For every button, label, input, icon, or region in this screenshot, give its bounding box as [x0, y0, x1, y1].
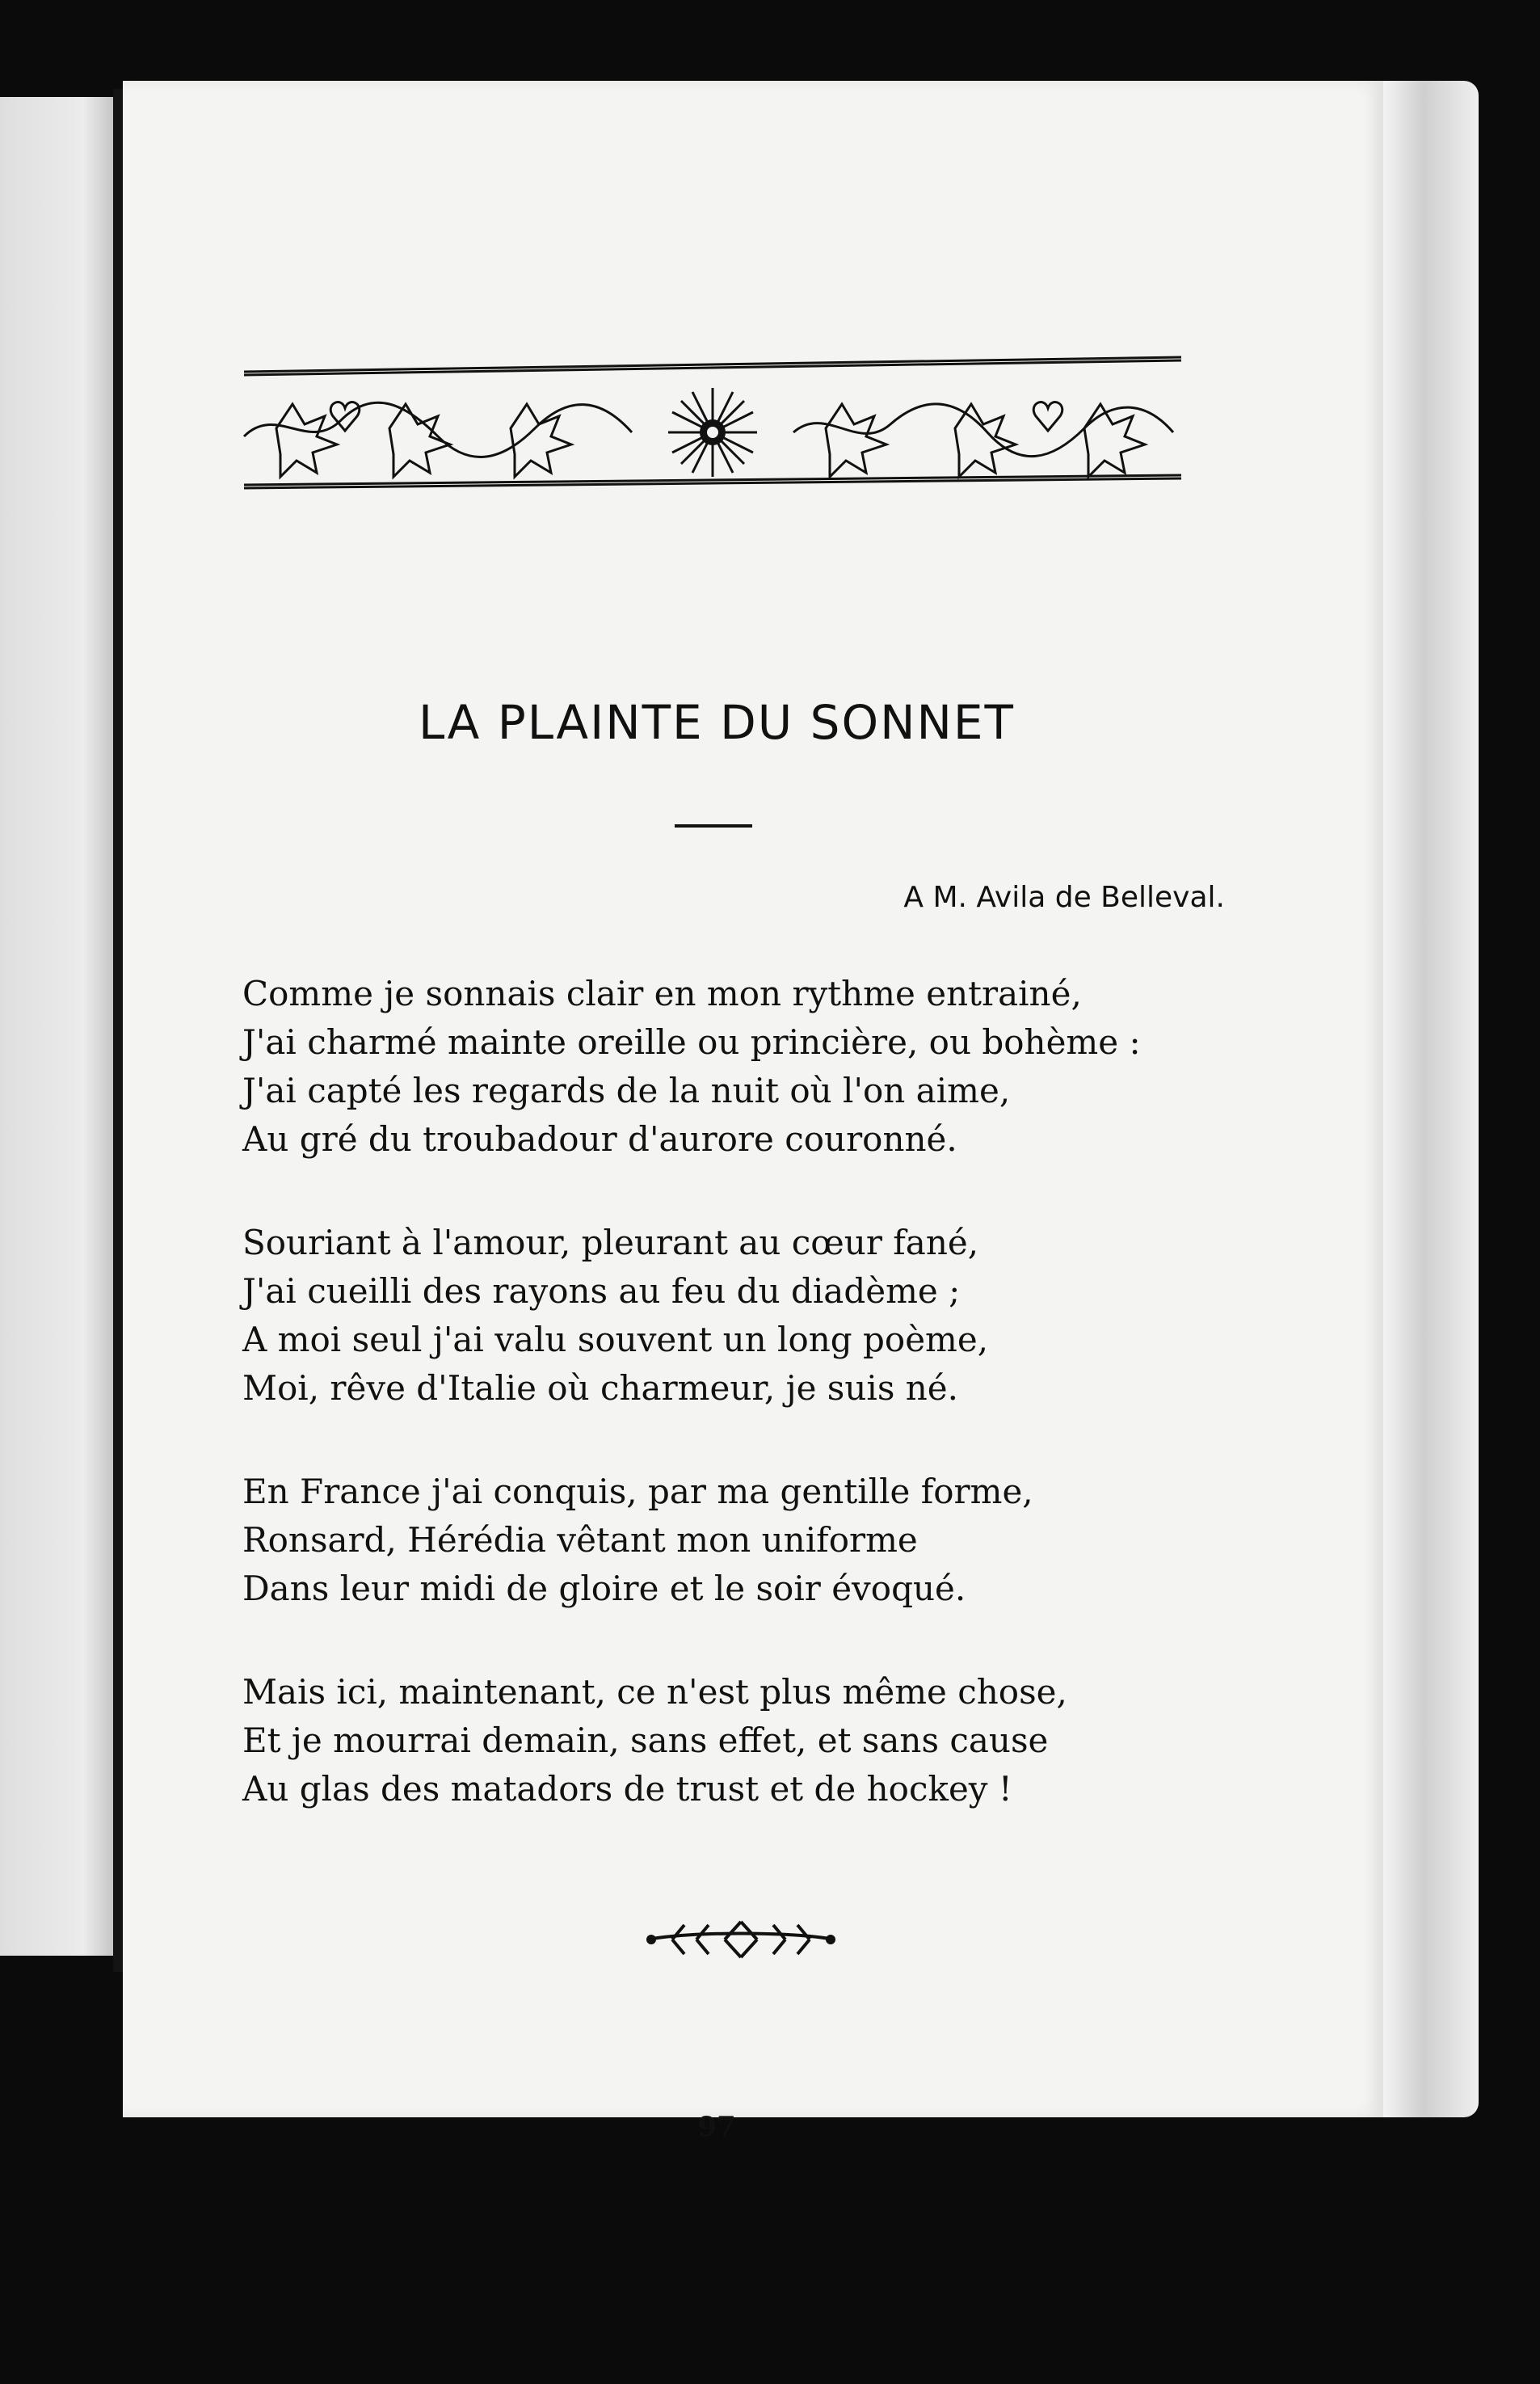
title-rule	[675, 824, 752, 828]
verse-line: Ronsard, Hérédia vêtant mon uniforme	[242, 1520, 918, 1560]
verse-line: Mais ici, maintenant, ce n'est plus même chose,	[242, 1672, 1067, 1712]
stanza-2	[242, 1219, 1293, 1413]
verse-line: J'ai charmé mainte oreille ou princière, ou bohème :	[242, 1022, 1141, 1062]
book-page	[123, 81, 1383, 2143]
stanza-1	[242, 970, 1293, 1164]
stanza-4	[242, 1668, 1293, 1813]
facing-page-edge	[0, 97, 120, 1956]
floral-header-ornament-icon	[228, 339, 1189, 501]
verse-line: Souriant à l'amour, pleurant au cœur fané,	[242, 1223, 979, 1262]
verse-line: A moi seul j'ai valu souvent un long poème,	[242, 1320, 989, 1359]
verse-line: Moi, rêve d'Italie où charmeur, je suis né.	[242, 1368, 958, 1408]
dedication: A M. Avila de Belleval.	[903, 881, 1225, 914]
poem-body	[242, 970, 1293, 1868]
verse-line: Comme je sonnais clair en mon rythme entrainé,	[242, 974, 1082, 1013]
verse-line: Et je mourrai demain, sans effet, et sans cause	[242, 1721, 1049, 1760]
stanza-3	[242, 1468, 1293, 1613]
laurel-tailpiece-icon	[640, 1915, 842, 1964]
poem-title: LA PLAINTE DU SONNET	[419, 695, 1015, 750]
verse-line: Au glas des matadors de trust et de hockey !	[242, 1769, 1012, 1809]
verse-line: Dans leur midi de gloire et le soir évoqué.	[242, 1569, 966, 1608]
verse-line: Au gré du troubadour d'aurore couronné.	[242, 1119, 957, 1159]
verse-line: En France j'ai conquis, par ma gentille forme,	[242, 1472, 1033, 1511]
verse-line: J'ai capté les regards de la nuit où l'on aime,	[242, 1071, 1011, 1110]
verse-line: J'ai cueilli des rayons au feu du diadème ;	[242, 1271, 961, 1311]
page-number: 97	[697, 2111, 736, 2143]
